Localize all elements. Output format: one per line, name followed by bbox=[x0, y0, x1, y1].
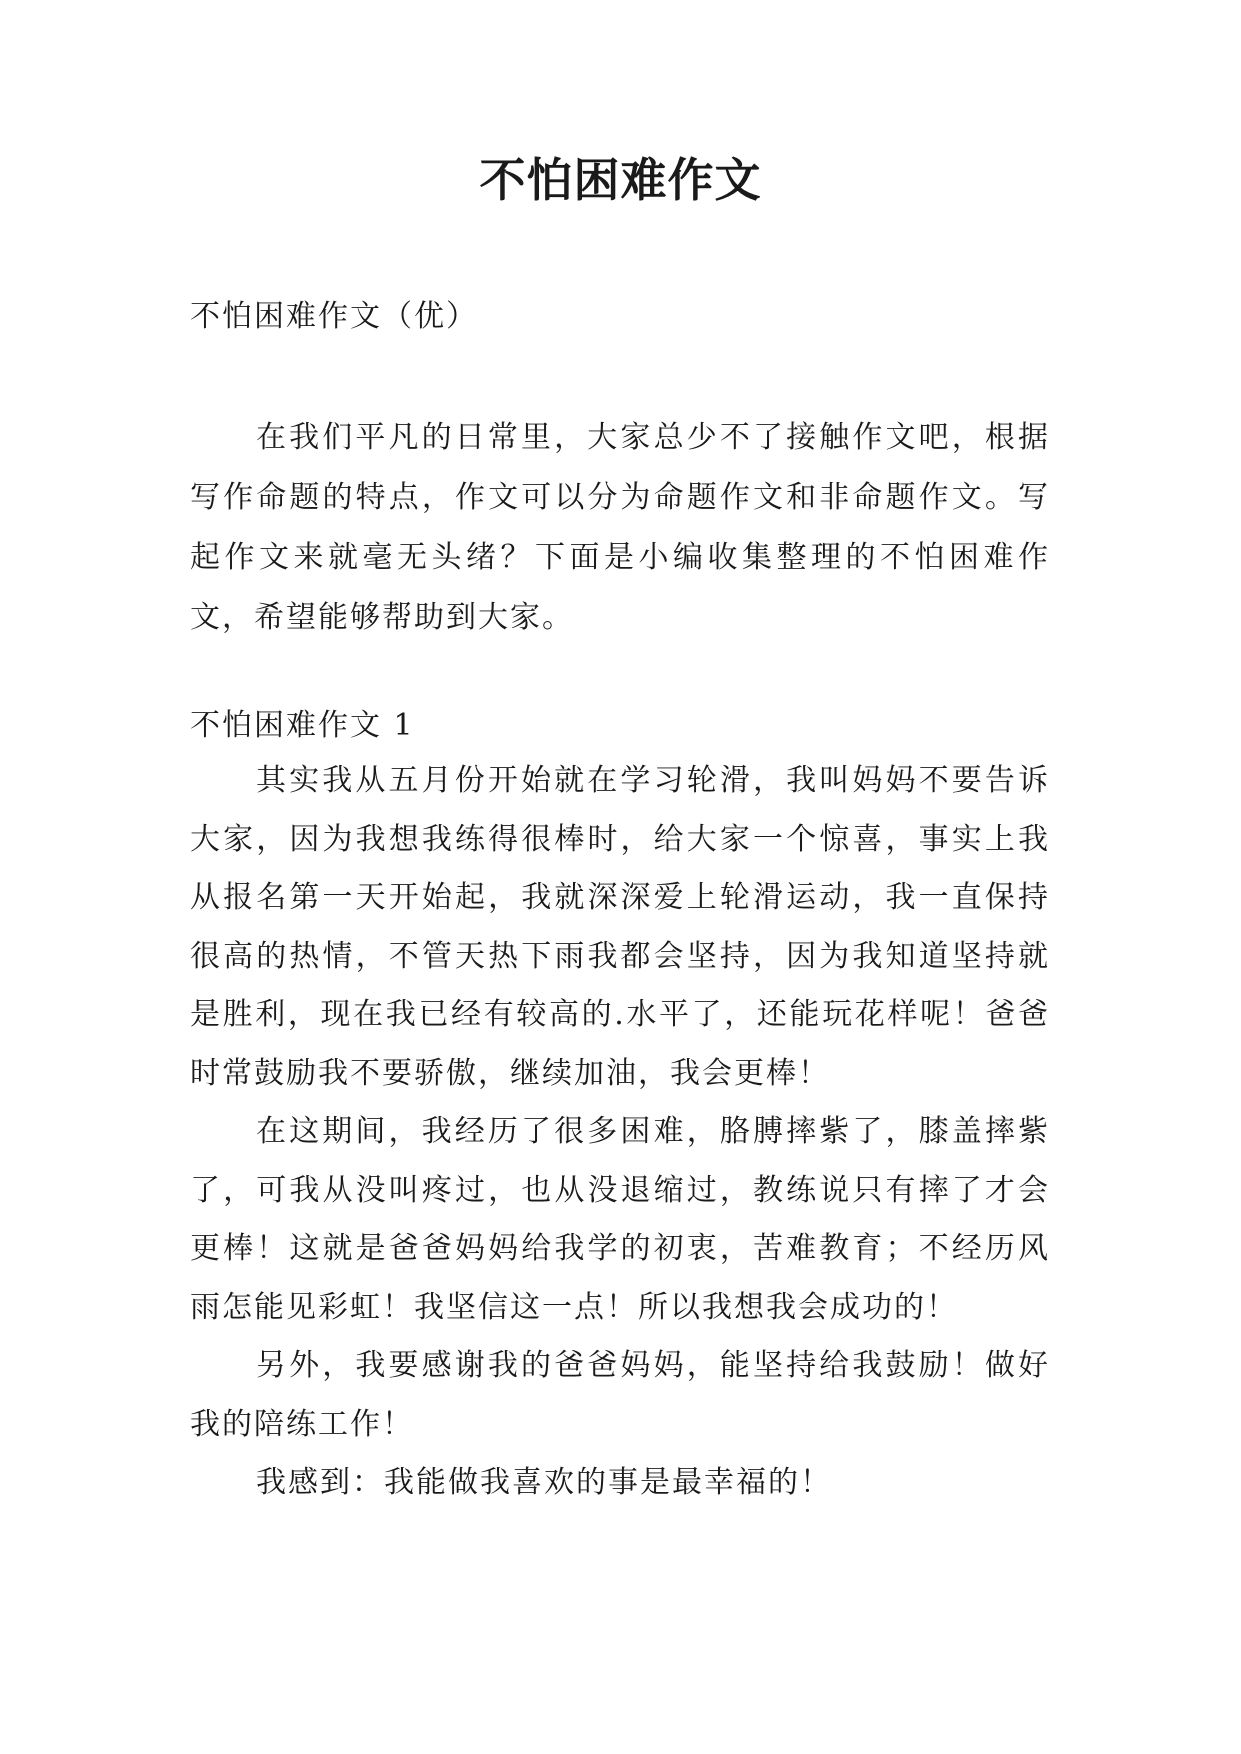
essay-body bbox=[190, 752, 1050, 1513]
document-subtitle: 不怕困难作文（优） bbox=[190, 299, 478, 334]
essay-paragraph: 其实我从五月份开始就在学习轮滑，我叫妈妈不要告诉大家，因为我想我练得很棒时，给大家一个惊喜，事实上我从报名第一天开始起，我就深深爱上轮滑运动，我一直保持很高的热情，不管天热下雨我都会坚持，因为我知道坚持就是胜利，现在我已经有较高的.水平了，还能玩花样呢！爸爸时常鼓励我不要骄傲，继续加油，我会更棒！ bbox=[190, 763, 1050, 1091]
essay-paragraph: 在这期间，我经历了很多困难，胳膊摔紫了，膝盖摔紫了，可我从没叫疼过，也从没退缩过，教练说只有摔了才会更棒！这就是爸爸妈妈给我学的初衷，苦难教育；不经历风雨怎能见彩虹！我坚信这一点！所以我想我会成功的！ bbox=[190, 1114, 1050, 1325]
section-title: 不怕困难作文 1 bbox=[190, 708, 415, 743]
intro-paragraph: 在我们平凡的日常里，大家总少不了接触作文吧，根据写作命题的特点，作文可以分为命题作文和非命题作文。写起作文来就毫无头绪？下面是小编收集整理的不怕困难作文，希望能够帮助到大家。 bbox=[190, 420, 1050, 635]
document-title: 不怕困难作文 bbox=[479, 153, 762, 207]
essay-paragraph: 另外，我要感谢我的爸爸妈妈，能坚持给我鼓励！做好我的陪练工作！ bbox=[190, 1348, 1050, 1442]
essay-paragraph: 我感到：我能做我喜欢的事是最幸福的！ bbox=[256, 1465, 832, 1500]
